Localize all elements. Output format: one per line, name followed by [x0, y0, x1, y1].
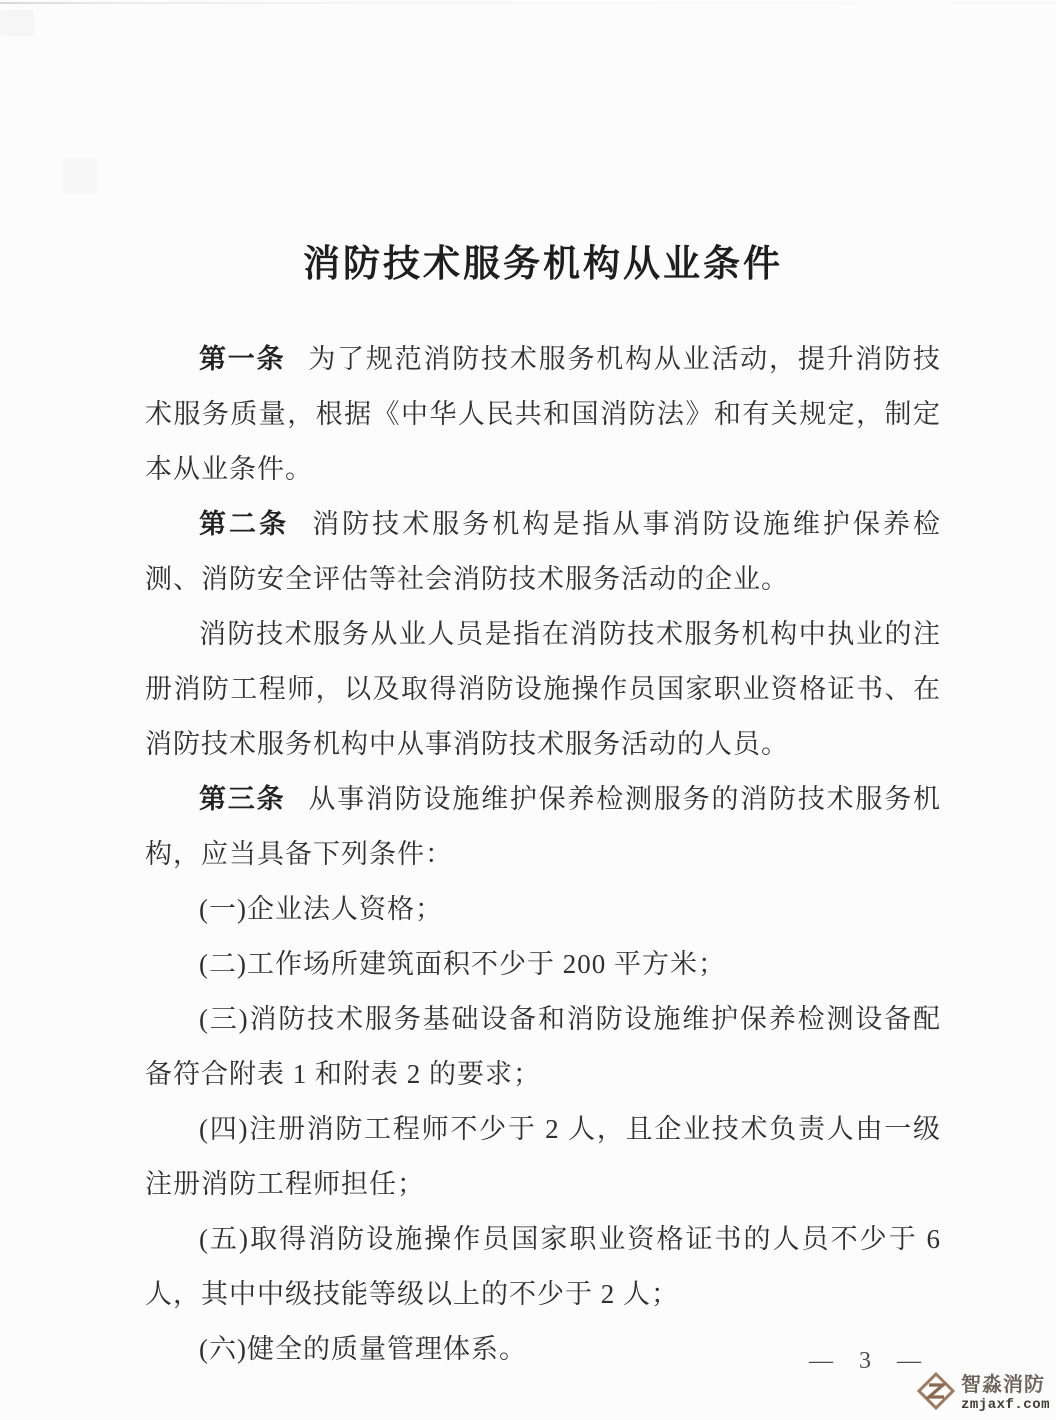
article-text: 消防技术服务从业人员是指在消防技术服务机构中执业的注册消防工程师，以及取得消防设施操作员国家职业资格证书、在消防技术服务机构中从事消防技术服务活动的人员。 — [145, 619, 941, 759]
article-number-label: 第三条 — [199, 784, 286, 814]
clause-item — [145, 1102, 941, 1212]
clause-text: (二)工作场所建筑面积不少于 200 平方米； — [199, 949, 726, 979]
clause-item — [145, 882, 941, 937]
clause-text: (五)取得消防设施操作员国家职业资格证书的人员不少于 6 人，其中中级技能等级以上的不少于 2 人； — [145, 1224, 941, 1309]
watermark-brand: 智淼消防 — [960, 1374, 1045, 1396]
clause-item — [145, 992, 941, 1102]
page-number: — 3 — — [809, 1348, 931, 1374]
document-body — [145, 238, 941, 1377]
clause-item — [145, 1212, 941, 1322]
clause-text: (四)注册消防工程师不少于 2 人，且企业技术负责人由一级注册消防工程师担任； — [145, 1114, 941, 1199]
clause-text: (六)健全的质量管理体系。 — [199, 1334, 527, 1364]
scan-artifact-patch — [62, 158, 98, 194]
scan-artifact-patch — [0, 10, 34, 36]
article-number-label: 第一条 — [199, 344, 286, 374]
watermark-text — [961, 1375, 1050, 1412]
document-title: 消防技术服务机构从业条件 — [303, 243, 783, 284]
clause-text: (三)消防技术服务基础设备和消防设施维护保养检测设备配备符合附表 1 和附表 2 的要求； — [145, 1004, 941, 1089]
watermark-domain: zmjaxf.com — [960, 1397, 1050, 1413]
clause-item — [145, 937, 941, 992]
clause-text: (一)企业法人资格； — [199, 894, 443, 924]
article-paragraph — [145, 772, 941, 882]
article-text: 从事消防设施维护保养检测服务的消防技术服务机构，应当具备下列条件： — [145, 784, 942, 869]
article-text: 消防技术服务机构是指从事消防设施维护保养检测、消防安全评估等社会消防技术服务活动的企业。 — [145, 509, 942, 594]
article-paragraph — [145, 497, 941, 607]
watermark — [916, 1371, 1050, 1416]
article-text: 为了规范消防技术服务机构从业活动，提升消防技术服务质量，根据《中华人民共和国消防法》和有关规定，制定本从业条件。 — [145, 344, 942, 484]
zhimiao-logo-icon — [916, 1371, 956, 1416]
article-paragraph — [145, 607, 941, 772]
article-number-label: 第二条 — [199, 509, 290, 539]
scan-artifact-topline — [0, 2, 1056, 4]
article-paragraph — [145, 332, 941, 497]
